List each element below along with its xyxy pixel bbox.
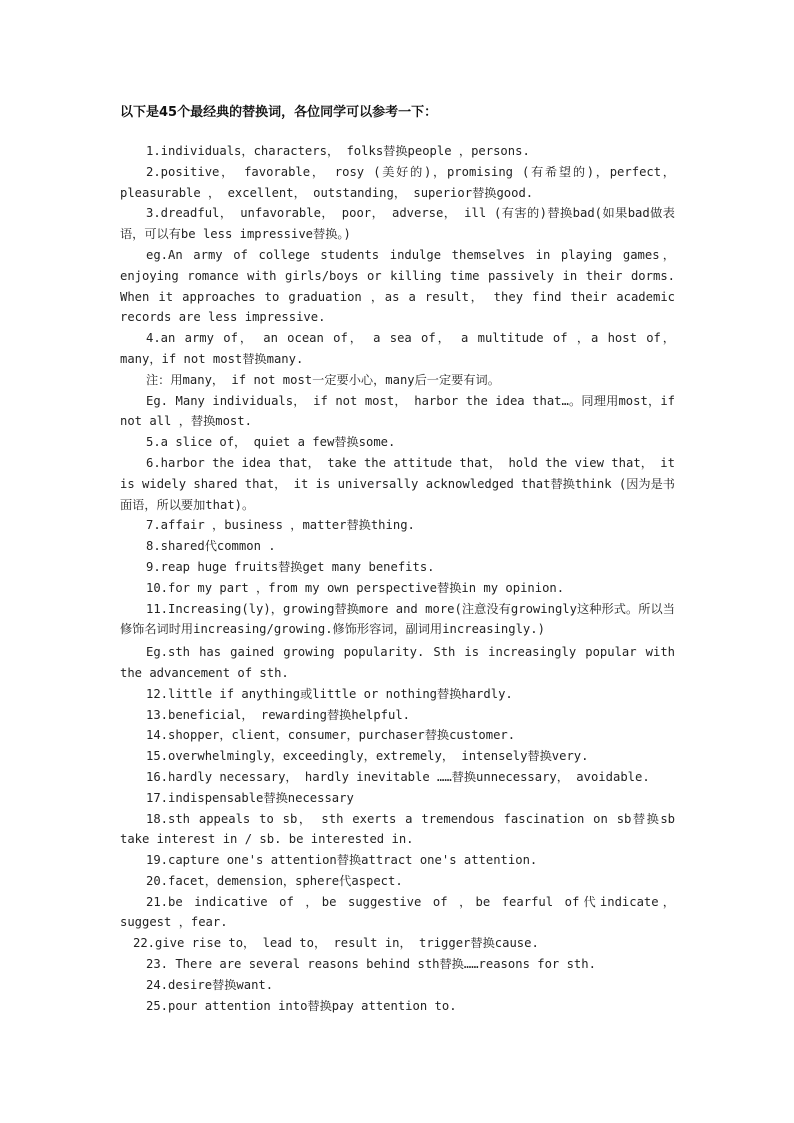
paragraph-11: 11.Increasing(ly)，growing替换more and more(注意没有growingly这种形式。所以当修饰名词时用increasing/growing.修饰形容词，副词用increasingly.)	[120, 601, 675, 637]
paragraph-12: 12.little if anything或little or nothing替换hardly.	[146, 686, 513, 701]
paragraph-20: 20.facet，demension，sphere代aspect.	[146, 873, 403, 888]
paragraph-5: 5.a slice of， quiet a few替换some.	[146, 435, 396, 450]
paragraph-13: 13.beneficial， rewarding替换helpful.	[146, 707, 411, 722]
paragraph-24: 24.desire替换want.	[146, 977, 274, 992]
paragraph-21: 21.be indicative of ，be suggestive of ，be fearful of代indicate， suggest ，fear.	[120, 894, 675, 930]
paragraph-18: 18.sth appeals to sb， sth exerts a tremendous fascination on sb替换sb take interest in / sb. be interested in.	[120, 811, 675, 847]
paragraph-23: 23. There are several reasons behind sth替换……reasons for sth.	[146, 957, 596, 972]
document-body	[120, 141, 675, 1016]
paragraph-9: 9.reap huge fruits替换get many benefits.	[146, 559, 435, 574]
paragraph-2: 2.positive， favorable， rosy (美好的)，promising (有希望的)，perfect， pleasurable ， excellent， outstanding， superior替换good.	[120, 164, 675, 200]
paragraph-25: 25.pour attention into替换pay attention to.	[146, 998, 457, 1013]
paragraph-22: 22.give rise to， lead to， result in， trigger替换cause.	[133, 936, 539, 951]
paragraph-8: 8.shared代common .	[146, 539, 276, 554]
paragraph-7: 7.affair ，business ，matter替换thing.	[146, 518, 415, 533]
paragraph-19: 19.capture one's attention替换attract one's attention.	[146, 853, 538, 868]
paragraph-14: 14.shopper，client，consumer，purchaser替换customer.	[146, 728, 516, 743]
paragraph-3: 3.dreadful， unfavorable， poor， adverse， ill (有害的)替换bad(如果bad做表语，可以有be less impressive替换。)	[120, 206, 675, 242]
paragraph-6: 6.harbor the idea that， take the attitude that， hold the view that， it is widely shared that， it is universally acknowledged that替换think (因为是书面语，所以要加that)。	[120, 455, 675, 512]
paragraph-1: 1.individuals，characters， folks替换people ，persons.	[146, 144, 530, 158]
paragraph-eg-3: Eg.sth has gained growing popularity. Sth is increasingly popular with the advancement of sth.	[120, 645, 675, 680]
paragraph-eg-2: Eg. Many individuals， if not most， harbor the idea that…。同理用most，if not all ，替换most.	[120, 393, 675, 429]
paragraph-eg-1: eg.An army of college students indulge themselves in playing games，enjoying romance with girls/boys or killing time passively in their dorms. When it approaches to graduation ，as a result， they find their academic records are less impressive.	[120, 247, 675, 325]
paragraph-note: 注：用many， if not most一定要小心，many后一定要有词。	[146, 372, 500, 387]
paragraph-16: 16.hardly necessary， hardly inevitable ……替换unnecessary， avoidable.	[146, 769, 650, 784]
paragraph-15: 15.overwhelmingly，exceedingly，extremely， intensely替换very.	[146, 749, 589, 764]
paragraph-10: 10.for my part ，from my own perspective替换in my opinion.	[146, 580, 565, 595]
paragraph-17: 17.indispensable替换necessary	[146, 790, 354, 805]
document-title: 以下是45个最经典的替换词，各位同学可以参考一下：	[120, 105, 438, 120]
paragraph-4: 4.an army of， an ocean of， a sea of， a multitude of ，a host of， many，if not most替换many.	[120, 331, 675, 366]
